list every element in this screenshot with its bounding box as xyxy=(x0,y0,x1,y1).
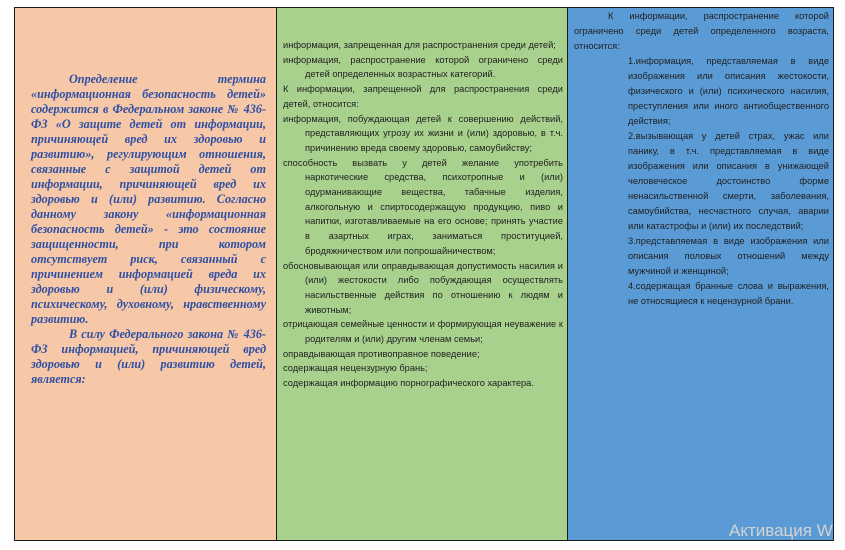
list-item: отрицающая семейные ценности и формирующая неуважение к родителям и (или) другим членам семьи; xyxy=(283,319,563,345)
list-heading: К информации, запрещенной для распространения среди детей, относится: xyxy=(283,84,563,109)
definition-paragraph: Определение термина «информационная безопасность детей» содержится в Федеральном законе № 436-ФЗ «О защите детей от информации, причиняющей вред их здоровью и развитию», регулирующим отношения, связанные с защитой детей от информации, причиняющей вред их здоровью и (или) развитию. Согласно данному закону «информационная безопасность детей» - это состояние защищенности, при котором отсутствует риск, связанный с причинением информацией вреда их здоровью и (или) физическому, психическому, духовному, нравственному развитию. xyxy=(31,72,266,326)
activation-watermark: Активация W xyxy=(729,521,833,540)
list-item: информация, побуждающая детей к совершению действий, представляющих угрозу их жизни и (или) здоровью, в т.ч. причинению вреда своему здоровью, самоубийству; xyxy=(283,113,563,153)
list-item: 1.информация, представляемая в виде изображения или описания жестокости, физического и (или) психического насилия, преступления или иного антиобщественного действия; xyxy=(628,56,829,126)
prohibited-info-column xyxy=(277,8,568,540)
list-item: оправдывающая противоправное поведение; xyxy=(283,348,480,359)
list-item: информация, распространение которой ограничено среди детей определенных возрастных категорий. xyxy=(283,54,563,80)
info-table xyxy=(14,7,834,541)
list-item: 4.содержащая бранные слова и выражения, не относящиеся к нецензурной брани. xyxy=(628,281,829,306)
restricted-info-column xyxy=(568,8,833,540)
list-item: содержащая информацию порнографического характера. xyxy=(283,378,534,389)
restricted-intro: К информации, распространение которой ограничено среди детей определенного возраста, относится: xyxy=(574,11,829,51)
list-item: 2.вызывающая у детей страх, ужас или панику, в т.ч. представляемая в виде изображения или описания в унижающей человеческое достоинство форме ненасильственной смерти, заболевания, самоубийства, несчастного случая, аварии или катастрофы и (или) их последствий; xyxy=(628,131,829,231)
list-item: способность вызвать у детей желание употребить наркотические средства, психотропные и (или) одурманивающие вещества, табачные изделия, алкогольную и спиртосодержащую продукцию, пиво и напитки, изготавливаемые на его основе; принять участие в азартных играх, заниматься проституцией, бродяжничеством или попрошайничеством; xyxy=(283,157,563,256)
list-item: обосновывающая или оправдывающая допустимость насилия и (или) жестокости либо побуждающая осуществлять насильственные действия по отношению к людям и животным; xyxy=(283,260,563,315)
definition-column xyxy=(15,8,277,540)
list-item: содержащая нецензурную брань; xyxy=(283,363,428,374)
list-item: 3.представляемая в виде изображения или описания половых отношений между мужчиной и женщиной; xyxy=(628,236,829,276)
law-intro-paragraph: В силу Федерального закона № 436-ФЗ информацией, причиняющей вред здоровью и (или) развитию детей, является: xyxy=(31,327,266,386)
list-item: информация, запрещенная для распространения среди детей; xyxy=(283,40,556,50)
